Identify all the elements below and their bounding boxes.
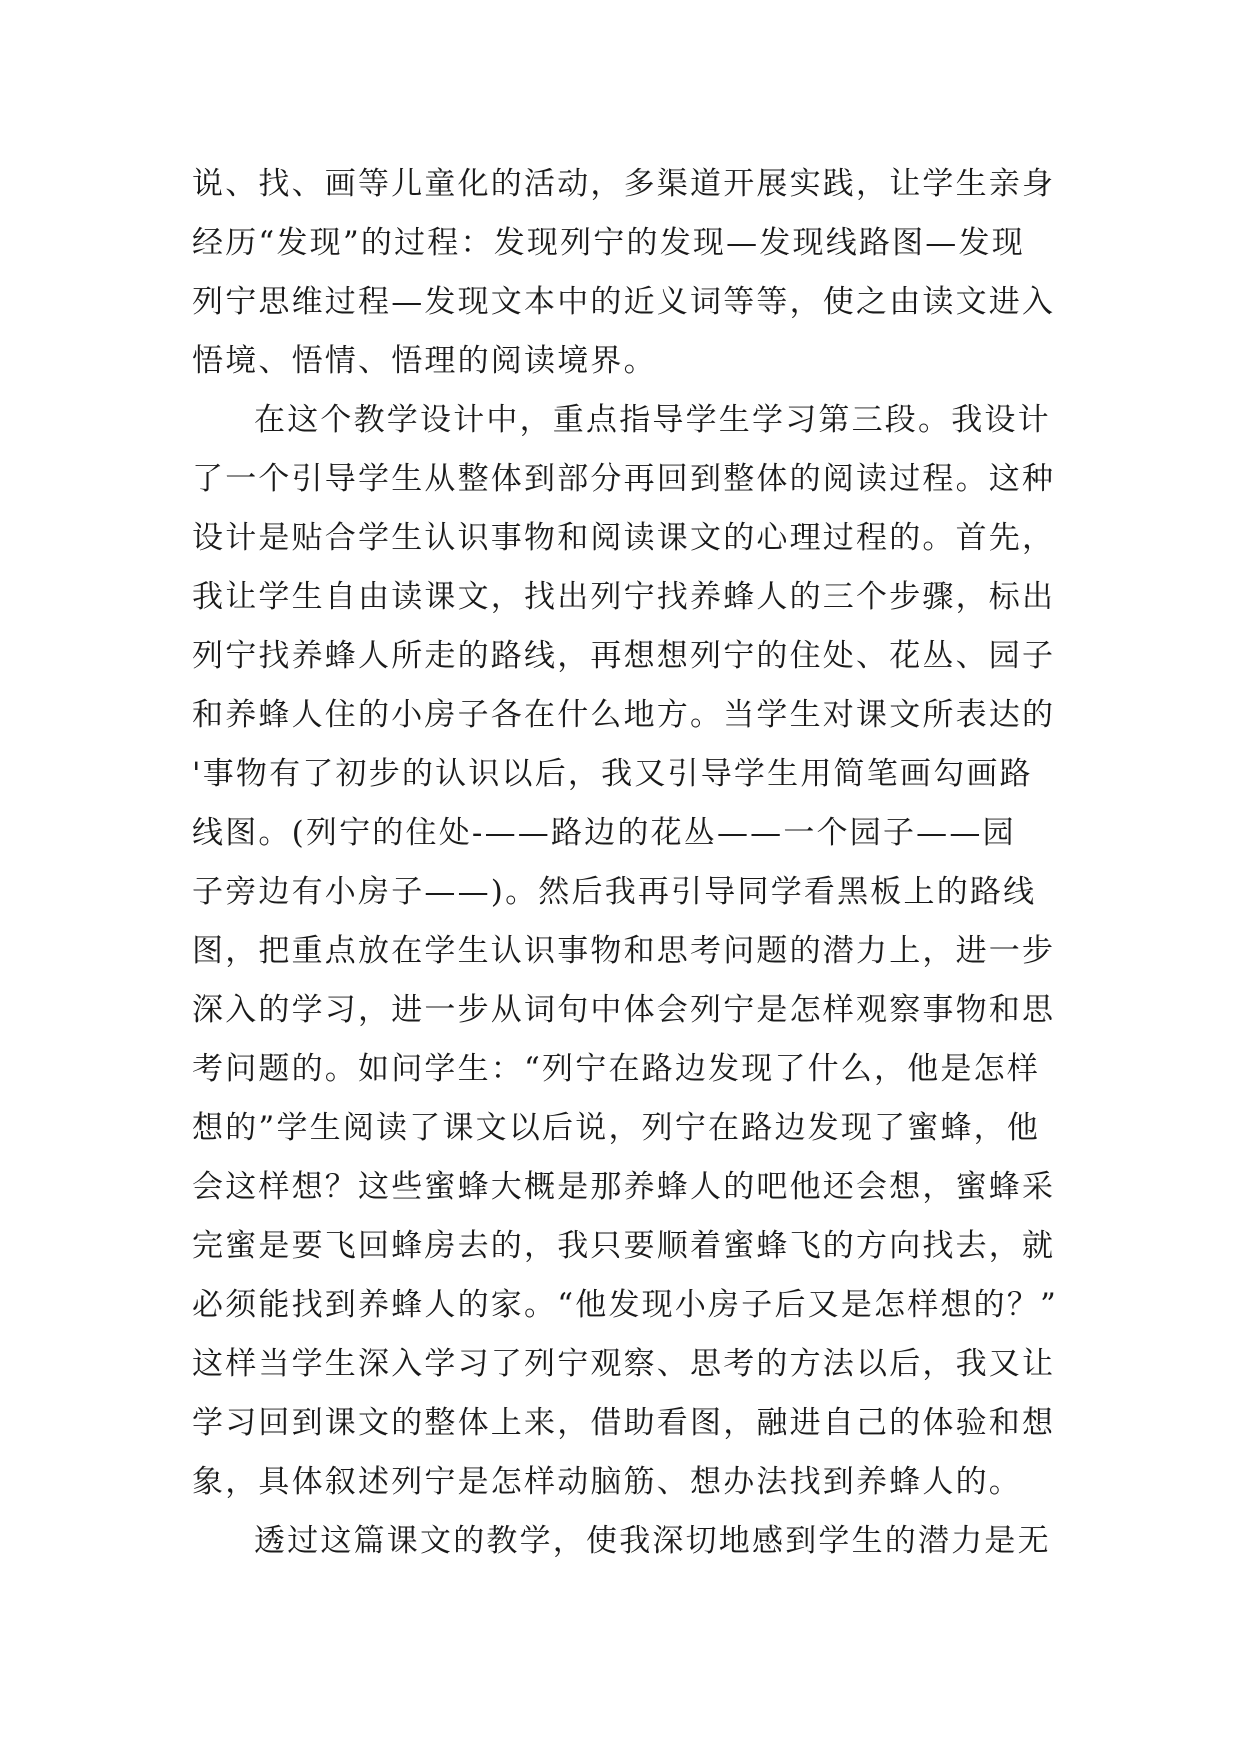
text-line: 线图。(列宁的住处-——路边的花丛——一个园子——园: [192, 815, 1016, 851]
text-line: 象，具体叙述列宁是怎样动脑筋、想办法找到养蜂人的。: [192, 1464, 1022, 1500]
body-text: [192, 155, 1059, 1571]
text-line: 图，把重点放在学生认识事物和思考问题的潜力上，进一步: [192, 933, 1056, 969]
text-line: 这样当学生深入学习了列宁观察、思考的方法以后，我又让: [192, 1346, 1056, 1382]
text-line: 列宁找养蜂人所走的路线，再想想列宁的住处、花丛、园子: [192, 638, 1056, 674]
text-line: '事物有了初步的认识以后，我又引导学生用简笔画勾画路: [192, 756, 1033, 792]
text-line: 会这样想？这些蜜蜂大概是那养蜂人的吧他还会想，蜜蜂采: [192, 1169, 1056, 1205]
text-line: 我让学生自由读课文，找出列宁找养蜂人的三个步骤，标出: [192, 579, 1056, 615]
text-line: 和养蜂人住的小房子各在什么地方。当学生对课文所表达的: [192, 697, 1056, 733]
text-line: 完蜜是要飞回蜂房去的，我只要顺着蜜蜂飞的方向找去，就: [192, 1228, 1056, 1264]
text-line: 学习回到课文的整体上来，借助看图，融进自己的体验和想: [192, 1405, 1056, 1441]
text-line: 列宁思维过程—发现文本中的近义词等等，使之由读文进入: [192, 284, 1056, 320]
text-line: 想的”学生阅读了课文以后说，列宁在路边发现了蜜蜂，他: [192, 1110, 1041, 1146]
text-line: 考问题的。如问学生：“列宁在路边发现了什么，他是怎样: [192, 1051, 1041, 1087]
text-line: 子旁边有小房子——)。然后我再引导同学看黑板上的路线: [192, 874, 1037, 910]
paragraph-first-line: 透过这篇课文的教学，使我深切地感到学生的潜力是无: [254, 1523, 1051, 1559]
text-line: 经历“发现”的过程：发现列宁的发现—发现线路图—发现: [192, 225, 1025, 261]
text-line: 说、找、画等儿童化的活动，多渠道开展实践，让学生亲身: [192, 166, 1056, 202]
text-line: 深入的学习，进一步从词句中体会列宁是怎样观察事物和思: [192, 992, 1056, 1028]
text-line: 设计是贴合学生认识事物和阅读课文的心理过程的。首先，: [192, 520, 1056, 556]
paragraph-first-line: 在这个教学设计中，重点指导学生学习第三段。我设计: [254, 402, 1051, 438]
text-line: 悟境、悟情、悟理的阅读境界。: [192, 343, 657, 379]
text-line: 必须能找到养蜂人的家。“他发现小房子后又是怎样想的？”: [192, 1287, 1059, 1323]
text-line: 了一个引导学生从整体到部分再回到整体的阅读过程。这种: [192, 461, 1056, 497]
